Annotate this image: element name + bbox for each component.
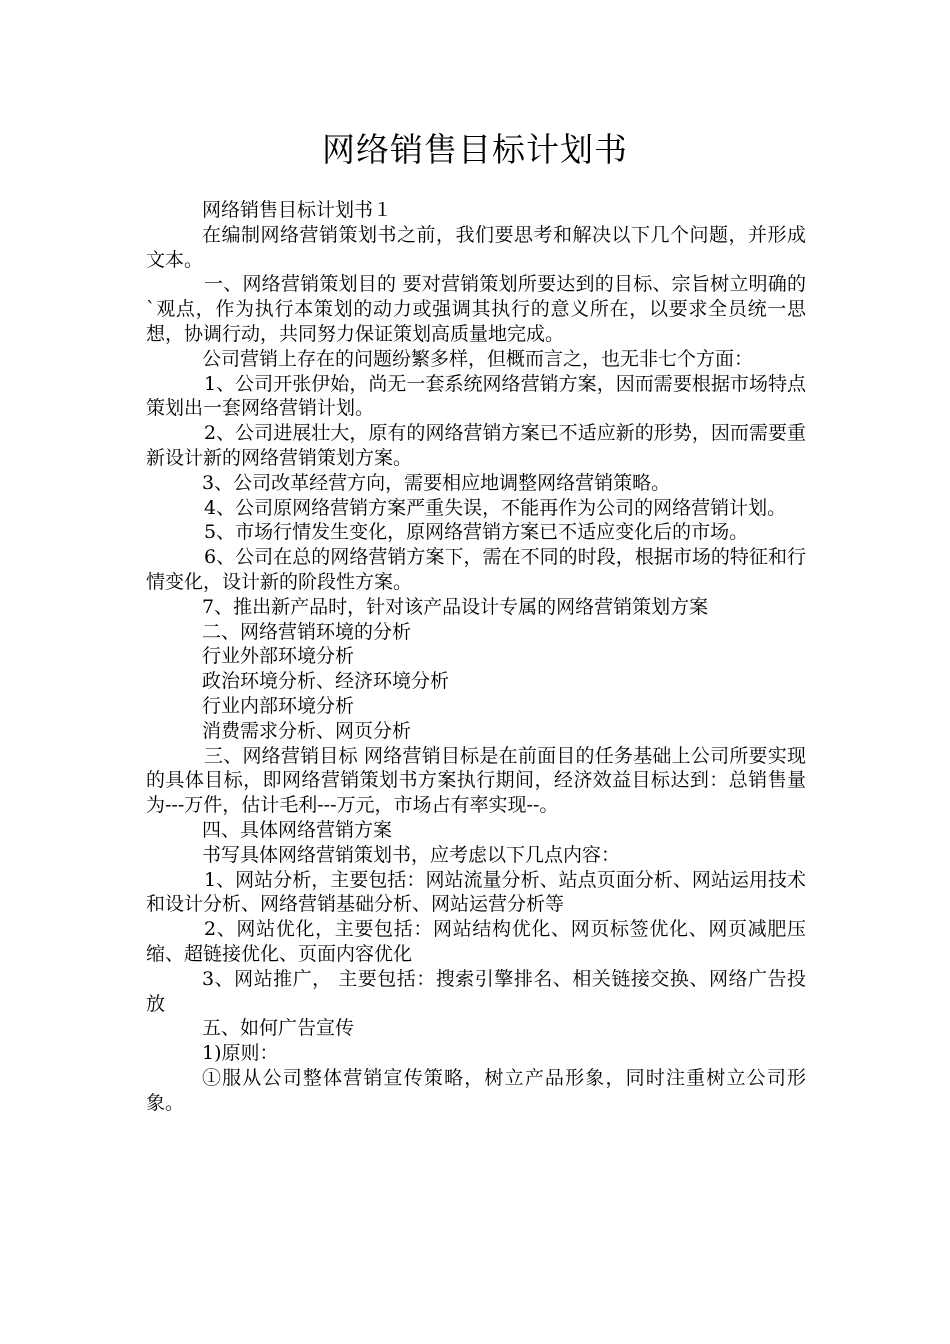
paragraph: 1、网站分析，主要包括：网站流量分析、站点页面分析、网站运用技术和设计分析、网络营销基础分析、网站运营分析等 (146, 868, 806, 916)
paragraph: 网络销售目标计划书１ (202, 199, 393, 221)
paragraph: 3、公司改革经营方向，需要相应地调整网络营销策略。 (202, 471, 671, 494)
paragraph: 二、网络营销环境的分析 (202, 620, 412, 643)
paragraph: 书写具体网络营销策划书，应考虑以下几点内容： (202, 843, 621, 866)
paragraph: 五、如何广告宣传 (202, 1017, 355, 1040)
paragraph: 2、公司进展壮大，原有的网络营销方案已不适应新的形势，因而需要重新设计新的网络营销策划方案。 (146, 422, 806, 469)
paragraph: 1、公司开张伊始，尚无一套系统网络营销方案，因而需要根据市场特点策划出一套网络营销计划。 (146, 372, 806, 420)
paragraph: 7、推出新产品时，针对该产品设计专属的网络营销策划方案 (202, 595, 709, 618)
paragraph: 行业外部环境分析 (202, 645, 355, 668)
paragraph: 1)原则： (202, 1042, 279, 1065)
paragraph: 三、网络营销目标 网络营销目标是在前面目的任务基础上公司所要实现的具体目标，即网络营销策划书方案执行期间，经济效益目标达到：总销售量为---万件，估计毛利---万元，市场占有率实现--。 (146, 744, 806, 817)
paragraph: 四、具体网络营销方案 (202, 818, 393, 841)
paragraph: 3、网站推广， 主要包括：搜索引擎排名、相关链接交换、网络广告投放 (146, 967, 806, 1015)
paragraph: 政治环境分析、经济环境分析 (202, 670, 450, 693)
paragraph: ①服从公司整体营销宣传策略，树立产品形象，同时注重树立公司形象。 (146, 1066, 806, 1114)
document-body (146, 198, 806, 1115)
paragraph: 在编制网络营销策划书之前，我们要思考和解决以下几个问题，并形成文本。 (146, 223, 806, 271)
paragraph: 2、网站优化，主要包括：网站结构优化、网页标签优化、网页减肥压缩、超链接优化、页面内容优化 (146, 918, 806, 965)
paragraph: 6、公司在总的网络营销方案下，需在不同的时段，根据市场的特征和行情变化，设计新的阶段性方案。 (146, 546, 806, 593)
document-title: 网络销售目标计划书 (322, 130, 628, 169)
paragraph: 行业内部环境分析 (202, 694, 355, 717)
paragraph: 4、公司原网络营销方案严重失误，不能再作为公司的网络营销计划。 (204, 496, 787, 519)
paragraph: 一、网络营销策划目的 要对营销策划所要达到的目标、宗旨树立明确的`观点，作为执行本策划的动力或强调其执行的意义所在，以要求全员统一思想，协调行动，共同努力保证策划高质量地完成。 (146, 273, 806, 345)
paragraph: 5、市场行情发生变化，原网络营销方案已不适应变化后的市场。 (204, 521, 749, 544)
paragraph: 消费需求分析、网页分析 (202, 719, 412, 742)
paragraph: 公司营销上存在的问题纷繁多样，但概而言之，也无非七个方面： (202, 347, 754, 370)
